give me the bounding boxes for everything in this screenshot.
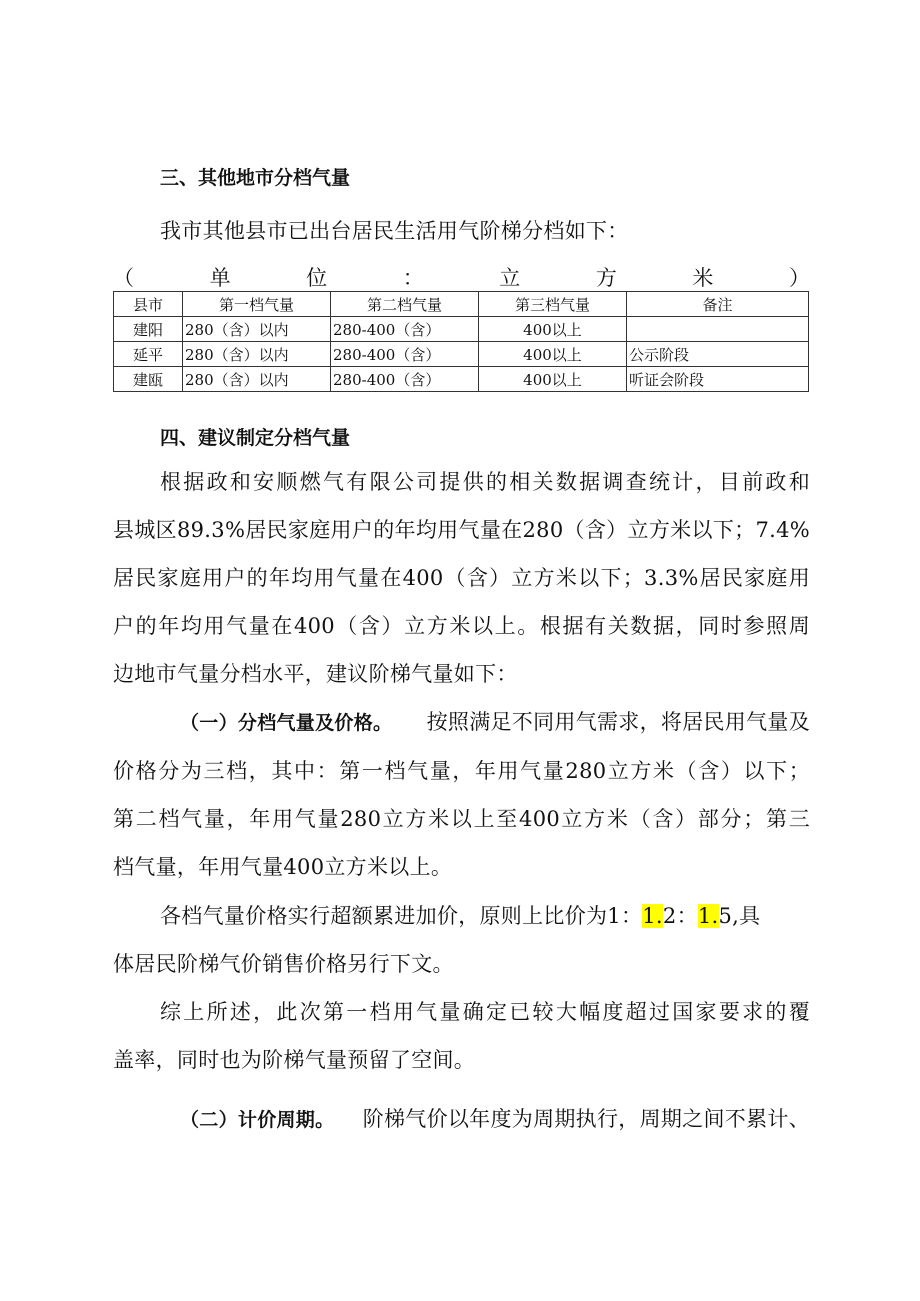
cell-remark: 听证会阶段 [627,367,809,392]
unit-char: 单 [209,266,231,290]
unit-char: （ [113,266,134,290]
price-text: 5,具 [718,904,761,928]
paragraph-line: 价格分为三档，其中：第一档气量，年用气量280立方米（含）以下； [113,759,810,783]
paragraph-line: 盖率，同时也为阶梯气量预留了空间。 [113,1048,476,1072]
paragraph-line: 户的年均用气量在400（含）立方米以上。根据有关数据，同时参照周 [113,614,810,638]
unit-char: ） [788,266,810,290]
cell-tier-3: 400以上 [479,367,627,392]
cell-county: 建阳 [114,317,183,342]
table-header-row [114,292,809,317]
paragraph-line: 综上所述，此次第一档用气量确定已较大幅度超过国家要求的覆 [160,1000,810,1024]
header-tier-3: 第三档气量 [479,292,627,317]
cell-tier-2: 280-400（含） [331,317,479,342]
subsection-1-text: 按照满足不同用气需求，将居民用气量及 [426,710,810,734]
price-text: 各档气量价格实行超额累进加价，原则上比价为1： [160,904,643,928]
unit-label [113,262,810,292]
paragraph-line: 边地市气量分档水平，建议阶梯气量如下： [113,662,518,686]
header-remark: 备注 [627,292,809,317]
paragraph-line: 县城区89.3%居民家庭用户的年均用气量在280（含）立方米以下；7.4% [113,518,810,542]
table-row [114,342,809,367]
unit-char: ： [402,266,424,290]
cell-remark: 公示阶段 [627,342,809,367]
cell-county: 延平 [114,342,183,367]
highlighted-text: 1. [697,904,719,928]
price-text: 2： [662,904,698,928]
section-4-heading: 四、建议制定分档气量 [160,427,351,449]
section-3-heading: 三、其他地市分档气量 [160,167,351,189]
subsection-1-first-line [180,706,810,736]
cell-remark [627,317,809,342]
highlighted-text: 1. [642,904,663,928]
paragraph-line: 第二档气量，年用气量280立方米以上至400立方米（含）部分；第三 [113,807,810,831]
cell-tier-3: 400以上 [479,342,627,367]
subsection-2-line [180,1103,810,1133]
cell-county: 建瓯 [114,367,183,392]
table-row [114,367,809,392]
cell-tier-1: 280（含）以内 [183,342,331,367]
paragraph-line: 居民家庭用户的年均用气量在400（含）立方米以下；3.3%居民家庭用 [113,566,810,590]
unit-char: 米 [692,266,714,290]
gas-tier-table [113,291,809,392]
unit-char: 位 [306,266,328,290]
cell-tier-2: 280-400（含） [331,367,479,392]
paragraph-line: 体居民阶梯气价销售价格另行下文。 [113,952,454,976]
cell-tier-1: 280（含）以内 [183,367,331,392]
header-tier-2: 第二档气量 [331,292,479,317]
section-3-intro: 我市其他县市已出台居民生活用气阶梯分档如下： [160,219,629,243]
cell-tier-2: 280-400（含） [331,342,479,367]
subsection-2-text: 阶梯气价以年度为周期执行，周期之间不累计、 [362,1107,810,1131]
subsection-1-label: （一）分档气量及价格。 [180,712,393,734]
cell-tier-3: 400以上 [479,317,627,342]
paragraph-line: 档气量，年用气量400立方米以上。 [113,855,453,879]
table-row [114,317,809,342]
price-ratio-line [160,900,760,930]
paragraph-line: 根据政和安顺燃气有限公司提供的相关数据调查统计，目前政和 [160,470,810,494]
cell-tier-1: 280（含）以内 [183,317,331,342]
unit-char: 立 [499,266,521,290]
header-tier-1: 第一档气量 [183,292,331,317]
subsection-2-label: （二）计价周期。 [180,1109,335,1131]
unit-char: 方 [595,266,617,290]
header-county: 县市 [114,292,183,317]
